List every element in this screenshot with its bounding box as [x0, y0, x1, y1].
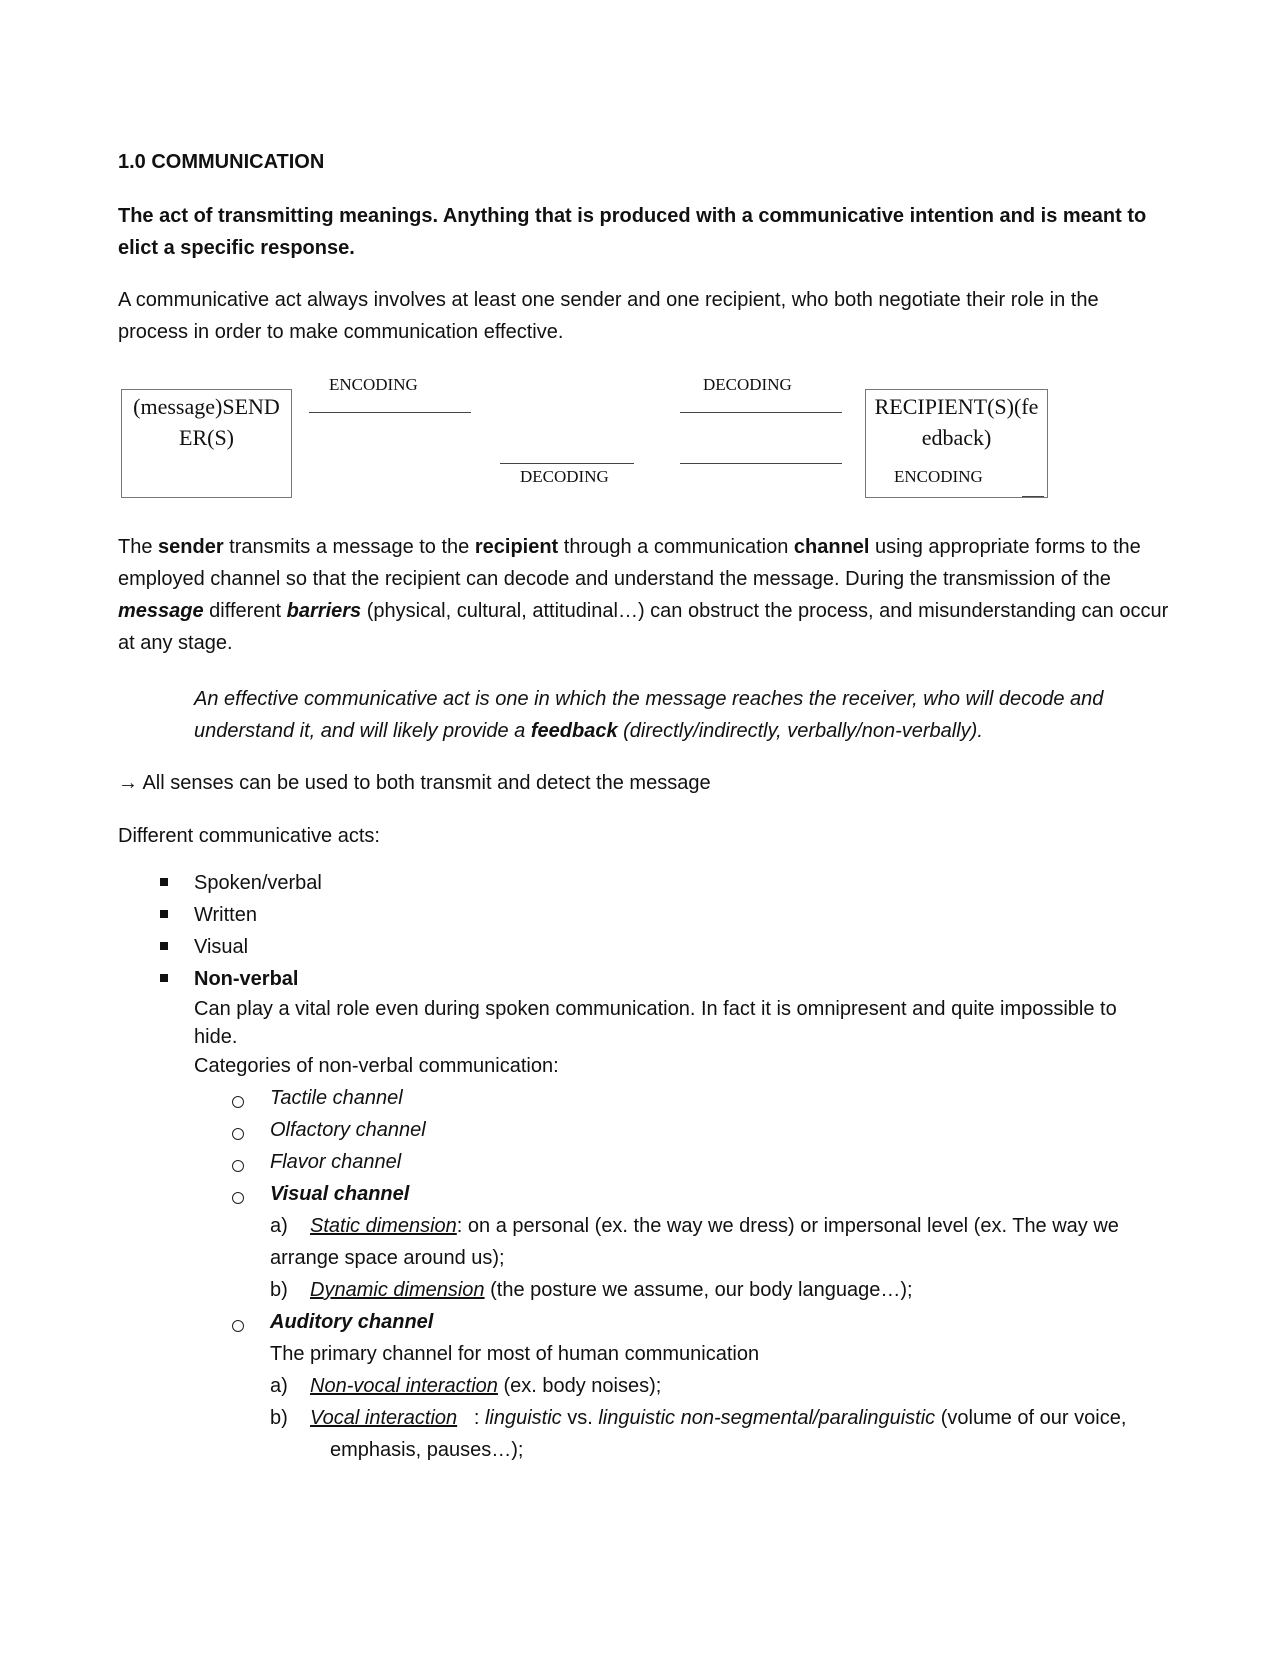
decoding-arrow-line	[680, 412, 842, 413]
para2-text-1: The	[118, 536, 159, 558]
feedback-encoding-line	[680, 463, 842, 464]
nonvocal-text: (ex. body noises);	[497, 1375, 662, 1397]
recipient-label-line1: RECIPIENT(S)(fe	[874, 394, 1039, 419]
effective-act-quote	[194, 683, 1174, 747]
top-encoding-label: ENCODING	[329, 375, 418, 394]
term-dynamic-dimension: Dynamic dimension	[310, 1279, 485, 1301]
auditory-vocal-item	[270, 1402, 1160, 1466]
para2-text-6: (physical, cultural, attitudinal…) can obstruct the process, and misunderstanding can occur at any stage.	[118, 600, 1169, 654]
sender-label	[123, 391, 290, 453]
term-nonvocal: Non-vocal interaction	[310, 1375, 498, 1397]
act-item: Spoken/verbal	[194, 872, 322, 894]
term-feedback: feedback	[530, 720, 618, 742]
vocal-text-1: (volume of our voice,	[935, 1407, 1127, 1429]
act-item: Non-verbal	[194, 968, 299, 990]
vocal-separator: :	[468, 1407, 485, 1429]
para2-text-2: transmits a message to the	[223, 536, 475, 558]
bullet-square-icon	[160, 974, 168, 982]
term-barriers: barriers	[286, 600, 362, 622]
term-vocal: Vocal interaction	[310, 1407, 458, 1429]
vocal-vs: vs.	[561, 1407, 599, 1429]
bottom-decoding-label: DECODING	[520, 467, 609, 486]
channel-item: Olfactory channel	[270, 1119, 426, 1141]
acts-intro: Different communicative acts:	[118, 825, 380, 847]
page-title: 1.0 COMMUNICATION	[118, 151, 325, 173]
bottom-encoding-label: ENCODING	[894, 467, 983, 486]
intro-paragraph: A communicative act always involves at least one sender and one recipient, who both negotiate their role in the process in order to make communication effective.	[118, 289, 1099, 343]
list-marker: b)	[270, 1279, 288, 1301]
dynamic-dimension-text: (the posture we assume, our body language…);	[484, 1279, 913, 1301]
bullet-square-icon	[160, 942, 168, 950]
channel-item: Flavor channel	[270, 1151, 402, 1173]
channel-item: Tactile channel	[270, 1087, 403, 1109]
static-dimension-text: : on a personal (ex. the way we dress) or impersonal level (ex. The way we arrange space around us);	[270, 1215, 1119, 1269]
recipient-label	[866, 391, 1047, 453]
term-channel: channel	[793, 536, 870, 558]
sender-label-line2: ER(S)	[179, 425, 234, 450]
term-message: message	[118, 600, 204, 622]
sender-label-line1: (message)SEND	[133, 394, 280, 419]
para2-text-4: using appropriate forms to the employed channel so that the recipient can decode and understand the message. During the transmission of the	[118, 536, 1141, 590]
para2-text-3: through a communication	[558, 536, 794, 558]
list-marker: a)	[270, 1375, 288, 1397]
communication-diagram	[0, 0, 1280, 520]
bullet-circle-icon	[232, 1192, 244, 1204]
bullet-circle-icon	[232, 1160, 244, 1172]
act-item: Visual	[194, 936, 249, 958]
feedback-decoding-line	[500, 463, 634, 464]
bullet-square-icon	[160, 910, 168, 918]
recipient-label-line2: edback)	[921, 425, 992, 450]
para2-text-5: different	[203, 600, 287, 622]
categories-label: Categories of non-verbal communication:	[194, 1055, 559, 1077]
term-sender: sender	[158, 536, 224, 558]
auditory-description: The primary channel for most of human communication	[270, 1343, 760, 1365]
bullet-circle-icon	[232, 1320, 244, 1332]
term-paralinguistic: linguistic non-segmental/paralinguistic	[598, 1407, 936, 1429]
channel-item: Visual channel	[270, 1183, 410, 1205]
auditory-nonvocal-item	[270, 1370, 1160, 1402]
senses-note: → All senses can be used to both transmit and detect the message	[118, 772, 711, 794]
term-static-dimension: Static dimension	[310, 1215, 457, 1237]
bullet-circle-icon	[232, 1128, 244, 1140]
definition-text: The act of transmitting meanings. Anything that is produced with a communicative intention and is meant to elict a specific response.	[118, 205, 1147, 259]
term-linguistic: linguistic	[484, 1407, 562, 1429]
encoding-arrow-line	[309, 412, 471, 413]
nonverbal-description: Can play a vital role even during spoken communication. In fact it is omnipresent and quite impossible to hide.	[194, 998, 1117, 1048]
bullet-square-icon	[160, 878, 168, 886]
act-item: Written	[194, 904, 257, 926]
quote-text-1: An effective communicative act is one in which the message reaches the receiver, who will decode and understand it, and will likely provide a	[194, 688, 1104, 742]
quote-text-2: (directly/indirectly, verbally/non-verbally).	[617, 720, 983, 742]
channel-item: Auditory channel	[270, 1311, 434, 1333]
recipient-box-tail-line	[1022, 496, 1044, 497]
list-marker: b)	[270, 1407, 288, 1429]
bullet-circle-icon	[232, 1096, 244, 1108]
visual-dynamic-item	[270, 1274, 1160, 1306]
vocal-text-2: emphasis, pauses…);	[330, 1439, 524, 1461]
top-decoding-label: DECODING	[703, 375, 792, 394]
sender-recipient-paragraph	[118, 531, 1170, 659]
visual-static-item	[270, 1210, 1160, 1274]
term-recipient: recipient	[474, 536, 559, 558]
list-marker: a)	[270, 1215, 288, 1237]
